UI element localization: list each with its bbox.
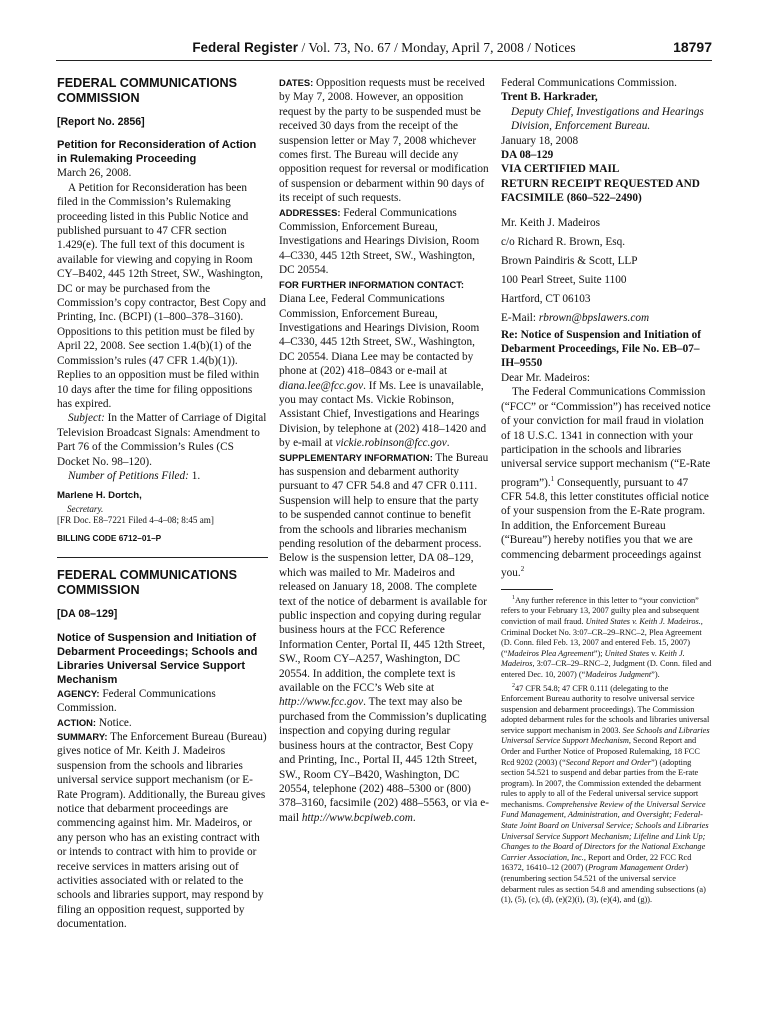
doc2-dates-text: Opposition requests must be received by May 7, 2008. However, an opposition request by the party to be suspended must be received 30 days from the receipt of the suspension letter or May 7, 2008 whichever comes first. The Bureau will decide any opposition request for reversal or modification of suspension or debarment within 90 days of its receipt of such requests. — [279, 77, 489, 205]
doc2-addresses-text: Federal Communications Commission, Enforcement Bureau, Investigations and Hearings Division, Room 4–C330, 445 12th Street, SW., Washington, DC 20554. — [279, 206, 480, 277]
doc1-agency: FEDERAL COMMUNICATIONS COMMISSION — [57, 76, 238, 105]
column-3 — [501, 76, 712, 906]
case-name: Keith J. Madeiros — [501, 648, 685, 669]
doc2-action-line — [57, 716, 268, 730]
doc1-title: Petition for Reconsideration of Action in Rulemaking Proceeding — [57, 139, 257, 166]
doc1-body: A Petition for Reconsideration has been filed in the Commission’s Rulemaking proceeding listed in this Public Notice and published pursuant to 47 CFR section 1.429(e). The full text of this document is available for viewing and copying in Room CY–B402, 445 12th Street, SW., Washington, DC or may be purchased from the Commission’s copy contractor, Best Copy and Printing, Inc. (BCPI) (1–800–378–3160). Oppositions to this petition must be filed by April 22, 2008. See section 1.4(b)(1) of the Commission’s rules (47 CFR 1.4(b)(1)). Replies to an opposition must be filed within 10 days after the time for filing oppositions has expired. — [57, 181, 266, 410]
case-name: United States v. Keith J. Madeiros. — [585, 617, 701, 627]
doc1-date: March 26, 2008. — [57, 167, 132, 180]
doc2-agency-label: AGENCY: — [57, 687, 100, 699]
footnote-text: , Report and Order, 22 FCC Rcd 16372, 16410–12 (2007) ( — [501, 852, 692, 873]
letter-from-title: Deputy Chief, Investigations and Hearings Division, Enforcement Bureau. — [511, 105, 704, 133]
case-short-name: Second Report and Order — [565, 757, 651, 767]
doc2-further-info-end: . — [446, 437, 450, 450]
doc2-supplementary — [279, 451, 490, 826]
doc1-billing-code: BILLING CODE 6712–01–P — [57, 532, 162, 543]
case-name: Comprehensive Review of the Universal Service Fund Management, Administration, and Oversight; Federal-State Joint Board on Universal Service; Schools and Libraries Universal Service Support Mechanism; Lifeline and Link Up; Changes to the Board of Directors for the National Exchange Carrier Association, Inc. — [501, 799, 709, 862]
footnote-2 — [501, 681, 712, 906]
doc2-further-info — [279, 278, 490, 451]
footnote-text: 47 CFR 54.8; 47 CFR 0.111 (delegating to the Enforcement Bureau authority to resolve universal service suspension and debarment proceedings). The Commission adopted debarment rules for the schools and libraries universal service support mechanism in 2003. — [501, 683, 710, 735]
column-2 — [279, 76, 490, 825]
addressee-line: Mr. Keith J. Madeiros — [501, 216, 601, 229]
doc2-further-info-text: Diana Lee, Federal Communications Commission, Enforcement Bureau, Investigations and Hearings Division, Room 4–C330, 445 12th Street, SW., Washington, DC 20554. Diana Lee may be contacted by phone at (202) 418–0843 or e-mail at — [279, 293, 480, 378]
footnote-text: ”). — [651, 669, 660, 679]
issue-info: / Vol. 73, No. 67 / Monday, April 7, 2008 / Notices — [298, 40, 576, 55]
case-short-name: Program Management Order — [588, 863, 686, 873]
bcpi-website-link[interactable]: http://www.bcpiweb.com — [301, 811, 413, 824]
footnote-text: ) (renumbering section 54.521 of the universal service debarment rules as section 54.8 and amending subsections (a)(1), (5), (c), (d), (e)(2)(i), (3), (e)(4), and (g)). — [501, 863, 706, 905]
doc2-further-info-label: FOR FURTHER INFORMATION CONTACT: — [279, 278, 465, 290]
doc2-supplementary-text: The Bureau has suspension and debarment authority pursuant to 47 CFR 54.8 and 47 CFR 0.111. Suspension will help to ensure that the party to be suspended cannot continue to benefit from the schools and libraries mechanism pending resolution of the debarment process. Below is the suspension letter, DA 08–129, which was mailed to Mr. Madeiros and released on January 18, 2008. The complete text of the notice of debarment is available for public inspection and copying during regular business hours at the FCC Reference Information Center, Portal II, 445 12th Street, SW., Room CY–A257, Washington, DC 20554. In addition, the complete text is available on the FCC’s Web site at — [279, 451, 489, 695]
case-name: See Schools and Libraries Universal Service Support Mechanism — [501, 725, 710, 746]
addressee-email-link[interactable]: rbrown@bpslawers.com — [538, 311, 650, 324]
letter-da-number: DA 08–129 — [501, 149, 554, 162]
doc2-summary-label: SUMMARY: — [57, 730, 108, 742]
footnote-text: ”); — [593, 648, 605, 658]
footnote-2-number: 2 — [512, 682, 515, 689]
doc1-petitions-label: Number of Petitions Filed: — [68, 469, 189, 482]
footnote-text: , Second Report and Order and Further Notice of Proposed Rulemaking, 18 FCC Rcd 9202 (2003) (“ — [501, 736, 700, 767]
doc1-report-number: [Report No. 2856] — [57, 116, 145, 128]
doc1-subject-text: In the Matter of Carriage of Digital Television Broadcast Signals: Amendment to Part 76 of the Commission’s Rules (CS Docket No. 98–120). — [57, 412, 267, 468]
page-number: 18797 — [673, 39, 712, 55]
doc1-petitions-value: 1. — [188, 469, 201, 482]
footnote-text: v. — [649, 648, 659, 658]
case-short-name: Madeiros Plea Agreement — [507, 648, 594, 658]
page-header — [56, 38, 712, 61]
doc2-summary-text: The Enforcement Bureau (Bureau) gives notice of Mr. Keith J. Madeiros suspension from the schools and libraries universal service support mechanism (or E-Rate Program). Additionally, the Bureau gives notice that debarment proceedings are commencing against him. Mr. Madeiros, or any person who has an existing contract with or intends to contract with him to provide or receive services in matters arising out of activities associated with or related to the schools and libraries support, may respond by filing an opposition request, supported by documentation. — [57, 730, 267, 931]
footnote-divider — [501, 589, 553, 590]
doc2-summary — [57, 730, 268, 932]
doc2-dates — [279, 76, 490, 206]
doc2-addresses-label: ADDRESSES: — [279, 206, 341, 218]
doc2-supplementary-text-2: . The text may also be purchased from the Commission’s duplicating inspection and copying during regular business hours at the contractor, Best Copy and Printing, Inc., Portal II, 445 12th Street, SW., Room CY–B420, Washington, DC 20554, telephone (202) 488–5300 or (800) 378–3160, facsimile (202) 488–5563, or via e-mail — [279, 696, 489, 824]
letter-body — [501, 385, 712, 580]
letter-salutation: Dear Mr. Madeiros: — [501, 371, 591, 384]
doc2-dates-label: DATES: — [279, 77, 314, 88]
addressee-line: c/o Richard R. Brown, Esq. — [501, 235, 626, 248]
doc2-docket: [DA 08–129] — [57, 608, 118, 621]
footnote-text: Any further reference in this letter to “your conviction” refers to your February 13, 2007 guilty plea and subsequent conviction of mail fraud. — [501, 595, 700, 627]
letter-addressee — [501, 214, 712, 328]
doc2-agency: FEDERAL COMMUNICATIONS COMMISSION — [57, 568, 238, 598]
doc2-agency-line — [57, 687, 268, 716]
addressee-line: Hartford, CT 06103 — [501, 292, 591, 305]
doc2-agency-value: Federal Communications Commission. — [57, 687, 216, 715]
journal-name: Federal Register — [192, 40, 299, 55]
letter-re-line: Re: Notice of Suspension and Initiation of Debarment Proceedings, File No. EB–07–IH–9550 — [501, 328, 702, 370]
doc1-fr-doc: [FR Doc. E8–7221 Filed 4–4–08; 8:45 am] — [57, 515, 214, 526]
column-1 — [57, 76, 268, 932]
doc2-further-info-text-2: . If Ms. Lee is unavailable, you may contact Ms. Vickie Robinson, Assistant Chief, Investigations and Hearings Division, by telephone at (202) 418–1420 and by e-mail at — [279, 379, 487, 450]
diana-lee-email-link[interactable]: diana.lee@fcc.gov — [279, 379, 364, 392]
footnote-text: ”) (adopting section 54.521 to suspend and debar parties from the E-rate program). In 2007, the Commission extended the debarment rules to apply to all of the Federal universal service support mechanisms. — [501, 757, 702, 809]
document-divider — [57, 557, 268, 558]
doc2-addresses — [279, 206, 490, 278]
header-citation — [56, 40, 712, 56]
doc2-supplementary-end: . — [412, 811, 416, 824]
addressee-email-label: E-Mail: — [501, 311, 539, 324]
footnote-text: , 3:07–CR–29–RNC–2, Judgment (D. Conn. filed and entered Dec. 10, 2007) (“ — [501, 659, 712, 679]
doc1-petitions — [57, 469, 268, 483]
doc1-signer-title: Secretary. — [67, 503, 104, 514]
footnote-text: , Criminal Docket No. 3:07–CR–29–RNC–2, Plea Agreement (D. Conn. filed Feb. 13, 2007 and entered Feb. 15, 2007) (“ — [501, 617, 703, 658]
doc1-subject-label: Subject: — [68, 412, 105, 425]
letter-from-name: Trent B. Harkrader, — [501, 91, 598, 104]
doc1-subject — [57, 411, 268, 469]
letter-return-receipt: RETURN RECEIPT REQUESTED AND FACSIMILE (860–522–2490) — [501, 177, 700, 205]
addressee-email-line — [501, 309, 712, 328]
letter-body-text-2: Consequently, pursuant to 47 CFR 54.8, this letter constitutes official notice of your suspension from the E-Rate program. In addition, the Enforcement Bureau (“Bureau”) hereby notifies you that we are commencing debarment proceedings against you. — [501, 476, 709, 579]
footnote-1 — [501, 593, 712, 681]
doc2-supplementary-label: SUPPLEMENTARY INFORMATION: — [279, 451, 433, 463]
letter-from-agency: Federal Communications Commission. — [501, 77, 677, 89]
letter-date: January 18, 2008 — [501, 134, 579, 147]
doc2-action-value: Notice. — [96, 716, 132, 729]
case-short-name: Madeiros Judgment — [585, 669, 652, 679]
doc2-title: Notice of Suspension and Initiation of Debarment Proceedings; Schools and Libraries Universal Service Support Mechanism — [57, 631, 258, 686]
footnote-1-number: 1 — [512, 595, 515, 602]
doc2-action-label: ACTION: — [57, 716, 97, 728]
vickie-robinson-email-link[interactable]: vickie.robinson@fcc.gov — [335, 437, 447, 450]
letter-body-text: The Federal Communications Commission (“FCC” or “Commission”) has received notice of your conviction for mail fraud in violation of 18 U.S.C. 1341 in connection with your participation in the schools and libraries universal service support mechanism (“E-Rate program”). — [501, 386, 711, 489]
case-name: United States — [604, 648, 650, 658]
fcc-website-link[interactable]: http://www.fcc.gov — [279, 696, 364, 709]
doc1-signer: Marlene H. Dortch, — [57, 490, 142, 502]
letter-via: VIA CERTIFIED MAIL — [501, 163, 620, 176]
footnote-ref-1[interactable]: 1 — [550, 474, 555, 483]
footnote-ref-2[interactable]: 2 — [520, 564, 525, 573]
addressee-line: 100 Pearl Street, Suite 1100 — [501, 273, 627, 286]
addressee-line: Brown Paindiris & Scott, LLP — [501, 254, 638, 267]
